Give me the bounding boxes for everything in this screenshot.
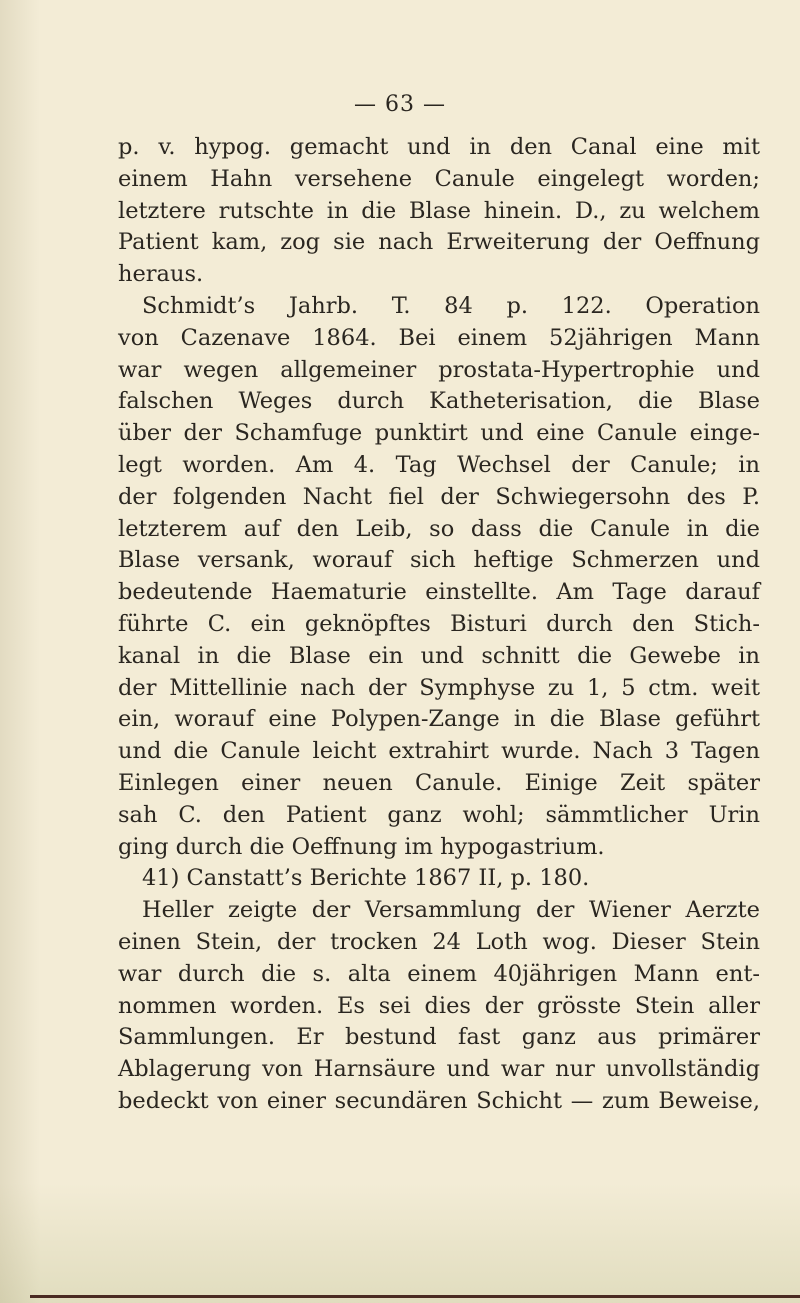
text-line: und die Canule leicht extrahirt wurde. Nach 3 Tagen [118,738,760,765]
text-line: heraus. [118,261,204,288]
page-number: — 63 — [354,92,446,117]
text-line: einem Hahn versehene Canule eingelegt worden; [118,165,760,192]
text-line: sah C. den Patient ganz wohl; sämmtlicher Urin [118,801,760,828]
text-line: war wegen allgemeiner prostata-Hypertrophie und [118,356,760,383]
text-line: von Cazenave 1864. Bei einem 52jährigen Mann [118,324,760,351]
text-line: bedeutende Haematurie einstellte. Am Tage darauf [118,579,760,606]
text-line: ein, worauf eine Polypen-Zange in die Blase geführt [118,706,760,733]
text-line: führte C. ein geknöpftes Bisturi durch den Stich- [118,610,760,637]
text-line: bedeckt von einer secundären Schicht — zum Beweise, [118,1087,760,1114]
text-line: Schmidt’s Jahrb. T. 84 p. 122. Operation [142,292,760,319]
text-line: war durch die s. alta einem 40jährigen Mann ent- [118,960,760,987]
text-line: Blase versank, worauf sich heftige Schmerzen und [118,547,760,574]
text-line: der Mittellinie nach der Symphyse zu 1, 5 ctm. weit [118,674,760,701]
text-line: einen Stein, der trocken 24 Loth wog. Dieser Stein [118,928,760,955]
text-line: über der Schamfuge punktirt und eine Canule einge- [118,420,760,447]
text-line: kanal in die Blase ein und schnitt die Gewebe in [118,642,760,669]
text-line: falschen Weges durch Katheterisation, die Blase [118,388,760,415]
text-line: letztere rutschte in die Blase hinein. D., zu welchem [118,197,760,224]
text-line: Einlegen einer neuen Canule. Einige Zeit später [118,769,760,796]
text-line: Ablagerung von Harnsäure und war nur unvollständig [118,1056,760,1083]
text-line: Patient kam, zog sie nach Erweiterung der Oeffnung [118,229,760,256]
bottom-border-line [30,1295,800,1298]
text-line: letzterem auf den Leib, so dass die Canule in die [118,515,760,542]
text-line: nommen worden. Es sei dies der grösste Stein aller [118,992,760,1019]
body-text [118,132,760,1118]
text-line: ging durch die Oeffnung im hypogastrium. [118,833,605,860]
text-line: p. v. hypog. gemacht und in den Canal eine mit [118,134,760,160]
text-line: Sammlungen. Er bestund fast ganz aus primärer [118,1024,760,1051]
text-line: der folgenden Nacht fiel der Schwiegersohn des P. [118,483,760,510]
text-line: 41) Canstatt’s Berichte 1867 II, p. 180. [142,865,590,892]
text-line: legt worden. Am 4. Tag Wechsel der Canule; in [118,451,760,478]
text-line: Heller zeigte der Versammlung der Wiener Aerzte [142,897,760,924]
